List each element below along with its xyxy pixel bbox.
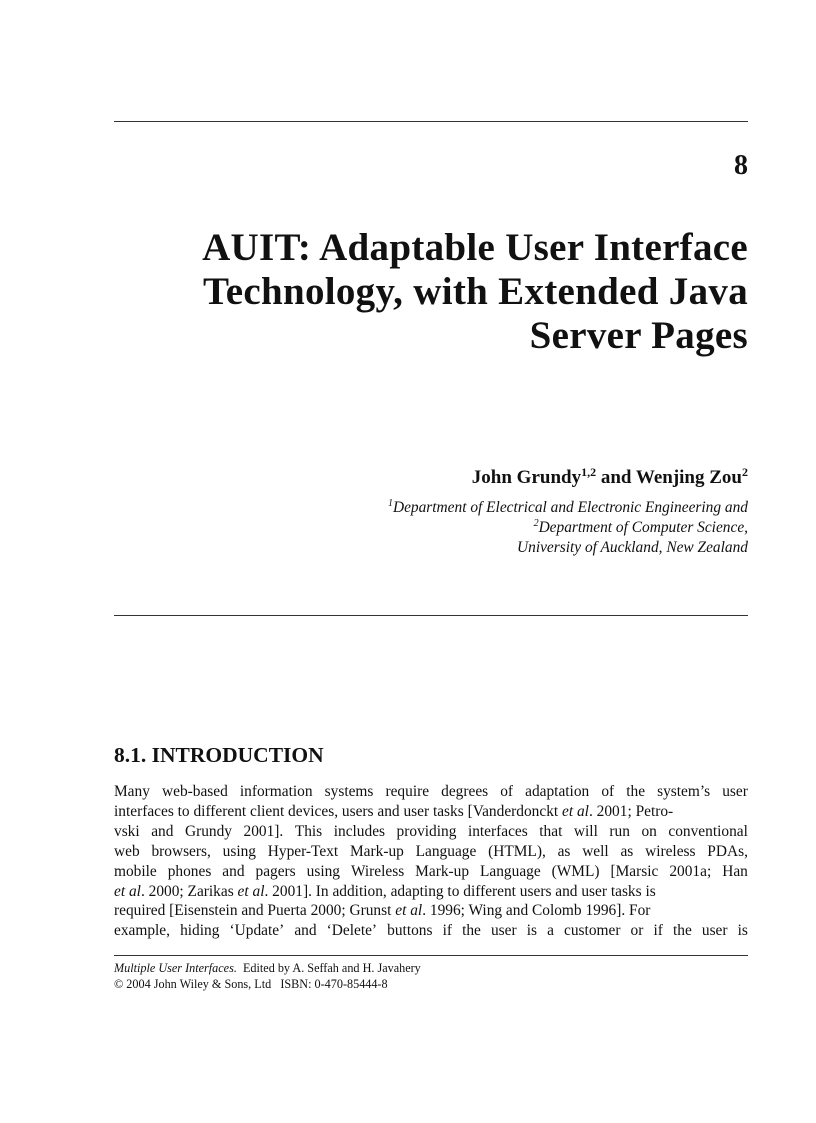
word: 2001a; — [669, 862, 712, 880]
word: require — [385, 783, 430, 800]
word: is — [526, 922, 537, 940]
word: the — [462, 922, 481, 940]
italic-run: et al — [237, 882, 265, 900]
word: on — [641, 822, 657, 840]
word: vski — [114, 822, 140, 840]
word: [Marsic — [610, 862, 659, 880]
copyright: © 2004 John Wiley & Sons, Ltd — [114, 977, 272, 991]
word: run — [609, 822, 630, 840]
word: Hyper-Text — [267, 842, 339, 860]
text-run: . 2001; Petro- — [588, 802, 674, 820]
section-heading: 8.1. INTRODUCTION — [114, 743, 324, 767]
word: well — [582, 842, 609, 860]
body-text — [114, 782, 748, 941]
affiliations — [388, 498, 748, 558]
word: ‘Update’ — [229, 922, 285, 940]
word: phones — [167, 862, 212, 880]
word: using — [222, 842, 256, 860]
word: a — [547, 922, 554, 940]
word: of — [500, 783, 514, 800]
word: hiding — [180, 922, 220, 940]
footer-rule — [114, 955, 748, 956]
italic-run: et al — [395, 902, 423, 920]
word: Han — [722, 862, 748, 880]
affiliation-3: University of Auckland, New Zealand — [517, 539, 748, 556]
word: conventional — [668, 822, 748, 840]
word: wireless — [645, 842, 696, 860]
word: Many — [114, 783, 150, 800]
word: the — [626, 783, 646, 800]
word: 2001]. — [243, 822, 284, 840]
word: using — [306, 862, 340, 880]
word: interfaces — [467, 822, 528, 840]
author-2: Wenjing Zou — [635, 467, 742, 488]
word: Wireless — [350, 862, 405, 880]
chapter-title — [114, 226, 748, 358]
body-text-segment — [114, 802, 673, 822]
word: Language — [415, 842, 477, 860]
word: user — [722, 783, 748, 800]
word: (WML) — [551, 862, 600, 880]
word: Mark-up — [415, 862, 470, 880]
title-line-3: Server Pages — [529, 314, 748, 357]
body-line-2 — [114, 802, 748, 822]
word: or — [630, 922, 644, 940]
body-line-8 — [114, 921, 748, 941]
word: (HTML), — [488, 842, 546, 860]
word: adaptation — [525, 783, 590, 800]
body-line-5 — [114, 862, 748, 882]
text-run: interfaces to different client devices, users and user tasks [Vanderdonckt — [114, 802, 563, 820]
body-line-1 — [114, 782, 748, 802]
body-line-7 — [114, 901, 748, 921]
editors: Edited by A. Seffah and H. Javahery — [242, 961, 421, 975]
word: customer — [564, 922, 621, 940]
word: as — [557, 842, 571, 860]
body-text-segment — [114, 901, 650, 921]
word: Language — [480, 862, 541, 880]
italic-run: et al — [562, 802, 589, 820]
body-text-segment — [114, 882, 656, 902]
title-line-1: AUIT: Adaptable User Interface — [202, 226, 748, 269]
word: that — [539, 822, 563, 840]
copyright-footer — [114, 960, 421, 992]
footer-line-2 — [114, 976, 421, 992]
word: user — [701, 922, 728, 940]
word: providing — [396, 822, 457, 840]
word: and — [222, 862, 245, 880]
word: This — [294, 822, 323, 840]
affiliation-1 — [388, 498, 748, 518]
word: web — [114, 842, 140, 860]
word: browsers, — [151, 842, 211, 860]
word: Mark-up — [349, 842, 404, 860]
word: will — [573, 822, 598, 840]
text-run: . 2000; Zarikas — [140, 882, 238, 900]
author-1: John Grundy — [471, 467, 582, 488]
word: web-based — [162, 783, 228, 800]
word: information — [239, 783, 313, 800]
body-line-4 — [114, 842, 748, 862]
word: degrees — [441, 783, 489, 800]
header-bottom-rule — [114, 615, 748, 616]
affil-2-sup: 2 — [533, 518, 539, 529]
word: pagers — [255, 862, 296, 880]
word: example, — [114, 922, 170, 940]
book-title: Multiple User Interfaces. — [114, 961, 237, 975]
affil-1-text: Department of Electrical and Electronic Engineering and — [392, 499, 748, 516]
authors-conj: and — [596, 467, 636, 488]
word: and — [294, 922, 317, 940]
word: systems — [324, 783, 374, 800]
body-line-3 — [114, 822, 748, 842]
author-1-affil-sup: 1,2 — [581, 465, 597, 479]
word: of — [601, 783, 615, 800]
affil-2-text: Department of Computer Science, — [538, 519, 748, 536]
isbn: ISBN: 0-470-85444-8 — [280, 977, 388, 991]
italic-run: et al — [114, 882, 141, 900]
text-run: . 2001]. In addition, adapting to different users and user tasks is — [264, 882, 656, 900]
word: and — [151, 822, 174, 840]
word: is — [737, 922, 748, 940]
word: if — [442, 922, 452, 940]
chapter-number: 8 — [734, 150, 748, 181]
body-line-6 — [114, 882, 748, 902]
footer-line-1 — [114, 960, 421, 976]
word: user — [490, 922, 517, 940]
text-run: . 1996; Wing and Colomb 1996]. For — [422, 902, 651, 920]
word: as — [620, 842, 634, 860]
word: includes — [333, 822, 386, 840]
word: buttons — [387, 922, 433, 940]
top-rule — [114, 121, 748, 122]
authors — [472, 467, 748, 489]
affil-1-sup: 1 — [387, 498, 393, 509]
word: PDAs, — [707, 842, 748, 860]
word: if — [653, 922, 663, 940]
author-2-affil-sup: 2 — [742, 465, 748, 479]
word: system’s — [657, 783, 711, 800]
word: mobile — [114, 862, 157, 880]
word: the — [672, 922, 692, 940]
title-line-2: Technology, with Extended Java — [203, 270, 748, 313]
affiliation-2 — [388, 518, 748, 538]
word: ‘Delete’ — [326, 922, 378, 940]
word: Grundy — [184, 822, 232, 840]
text-run: required [Eisenstein and Puerta 2000; Grunst — [114, 902, 396, 920]
